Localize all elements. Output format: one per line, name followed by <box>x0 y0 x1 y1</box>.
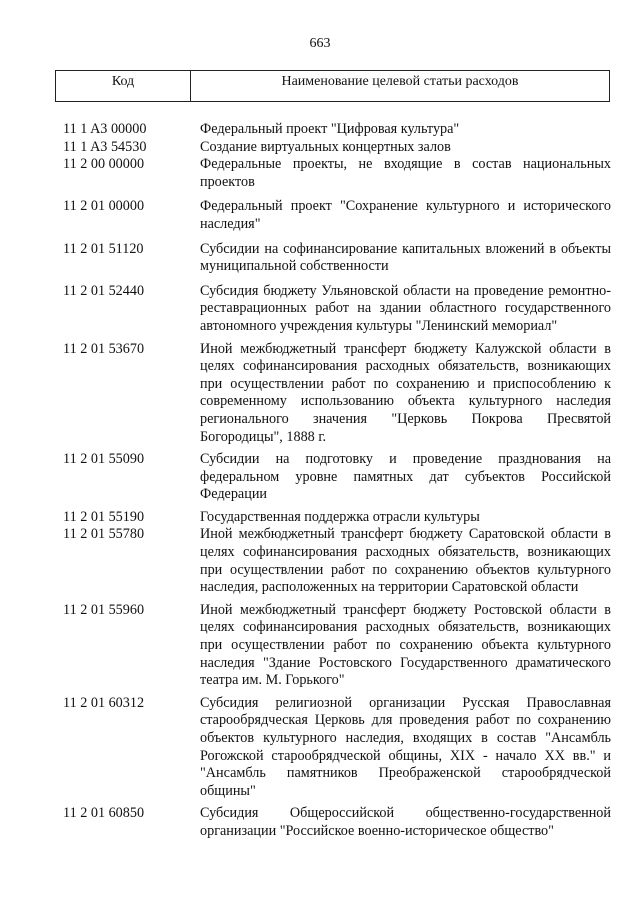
header-code-label: Код <box>56 71 191 101</box>
row-code: 11 2 01 53670 <box>63 340 145 357</box>
table-header <box>55 70 610 102</box>
page-number: 663 <box>309 36 331 51</box>
table-row <box>63 526 611 596</box>
row-code: 11 2 01 55190 <box>63 508 145 525</box>
row-name: Субсидия религиозной организации Русская Православная старообрядческая Церковь для проведения работ по сохранению объектов культурного наследия, входящих в состав "Ансамбль Рогожской старообрядческой общины, XIX - начало XX вв." и "Ансамбль памятников Преображенской старообрядческой общины" <box>200 694 611 799</box>
row-code: 11 2 01 55960 <box>63 601 145 618</box>
row-name: Иной межбюджетный трансферт бюджету Ростовской области в целях софинансирования расходных обязательств, возникающих при осуществлении работ по сохранению объекта культурного наследия "Здание Ростовского Государственного драматического театра им. М. Горького" <box>200 601 611 689</box>
table-row <box>63 283 611 336</box>
row-name: Субсидии на подготовку и проведение празднования на федеральном уровне памятных дат субъектов Российской Федерации <box>200 451 611 503</box>
table-row <box>63 139 611 157</box>
table-row <box>63 602 611 690</box>
row-name: Создание виртуальных концертных залов <box>200 138 451 155</box>
table-row <box>63 198 611 233</box>
row-code: 11 2 01 52440 <box>63 282 145 299</box>
table-row <box>63 695 611 801</box>
row-name: Иной межбюджетный трансферт бюджету Саратовской области в целях софинансирования расходных обязательств, возникающих при осуществлении работ по сохранению объектов культурного наследия, расположенных на территории Саратовской области <box>200 526 611 596</box>
row-name: Государственная поддержка отрасли культуры <box>200 508 480 525</box>
row-code: 11 2 01 60312 <box>63 694 145 711</box>
row-code: 11 1 A3 54530 <box>63 138 147 155</box>
row-name: Субсидия Общероссийской общественно-государственной организации "Российское военно-историческое общество" <box>200 805 611 839</box>
table-row <box>63 451 611 504</box>
row-code: 11 2 01 60850 <box>63 805 145 822</box>
table-row <box>63 156 611 191</box>
row-name: Федеральный проект "Цифровая культура" <box>200 121 460 137</box>
row-name: Субсидии на софинансирование капитальных вложений в объекты муниципальной собственности <box>200 240 611 275</box>
header-name-label: Наименование целевой статьи расходов <box>281 74 519 89</box>
table-row <box>63 121 611 139</box>
table-row <box>63 341 611 447</box>
row-code: 11 2 00 00000 <box>63 156 145 173</box>
row-code: 11 2 01 51120 <box>63 240 144 257</box>
table-row <box>63 241 611 276</box>
row-code: 11 2 01 55090 <box>63 451 145 468</box>
row-name: Федеральный проект "Сохранение культурного и исторического наследия" <box>200 198 611 232</box>
row-code: 11 2 01 00000 <box>63 198 145 215</box>
row-code: 11 1 A3 00000 <box>63 121 147 137</box>
expense-items-list <box>63 121 611 841</box>
row-name: Федеральные проекты, не входящие в состав национальных проектов <box>200 156 611 190</box>
table-row <box>63 509 611 527</box>
table-row <box>63 805 611 840</box>
row-name: Субсидия бюджету Ульяновской области на проведение ремонтно-реставрационных работ на здании областного государственного автономного учреждения культуры "Ленинский мемориал" <box>200 282 611 334</box>
row-code: 11 2 01 55780 <box>63 526 145 543</box>
row-name: Иной межбюджетный трансферт бюджету Калужской области в целях софинансирования расходных обязательств, возникающих при осуществлении работ по сохранению и приспособлению к современному использованию объекта культурного наследия регионального значения "Церковь Покрова Пресвятой Богородицы", 1888 г. <box>200 340 611 445</box>
